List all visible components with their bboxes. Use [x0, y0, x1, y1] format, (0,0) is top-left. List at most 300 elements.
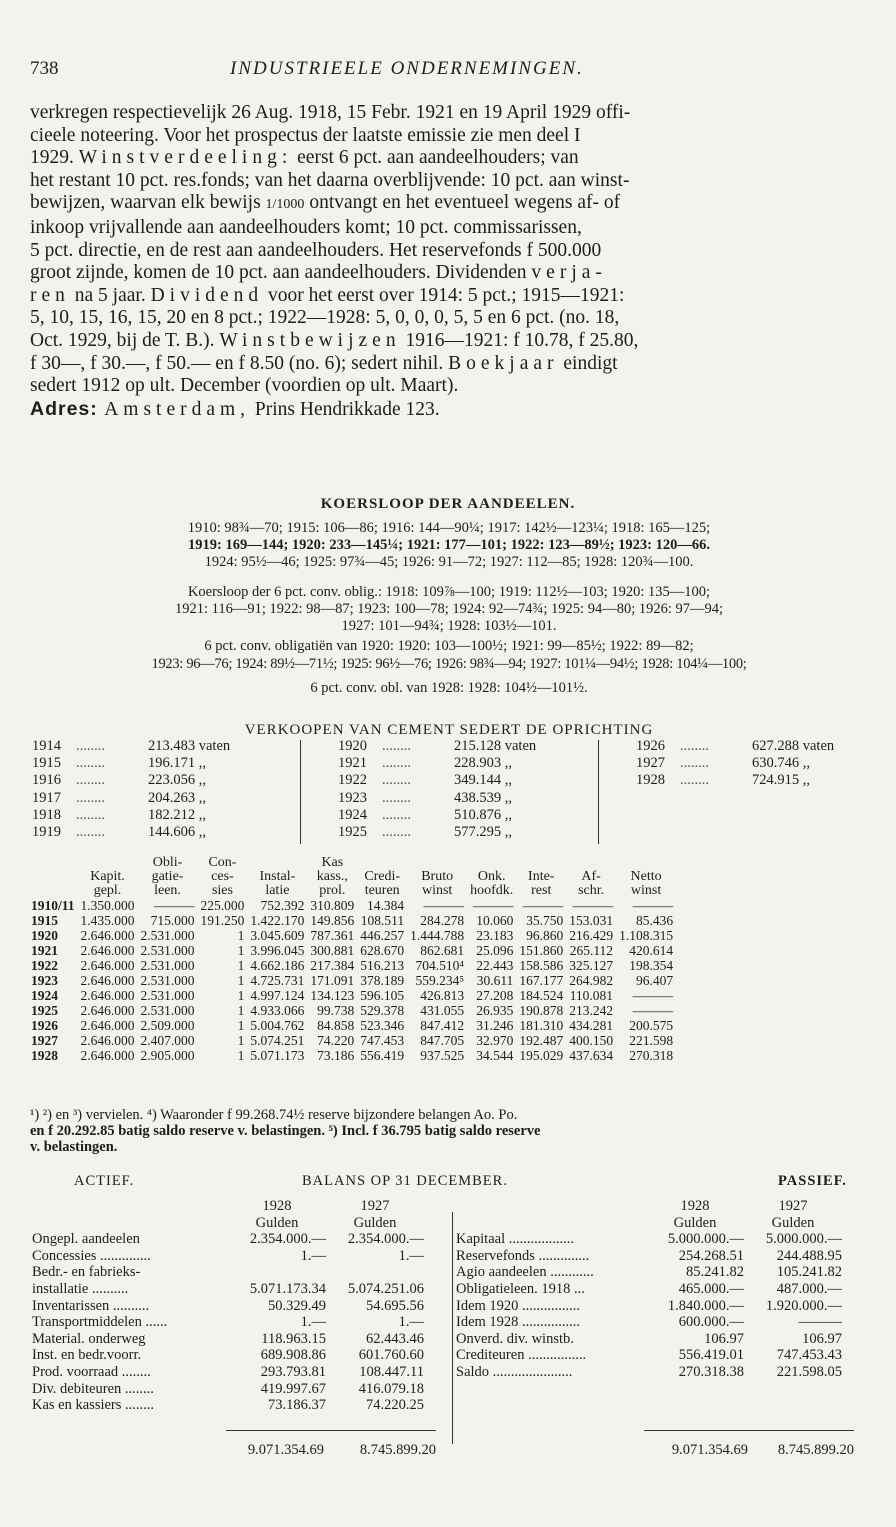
balans-value-1928: 556.419.01	[678, 1347, 744, 1364]
intro-text: ontvangt en het eventueel wegens af- of	[304, 192, 621, 214]
balans-title: BALANS OP 31 DECEMBER.	[302, 1173, 508, 1189]
table-cell: 1.108.315	[619, 928, 674, 943]
sales-dots: ........	[76, 806, 105, 823]
table-cell: 264.982	[569, 973, 614, 988]
balans-row	[32, 1248, 424, 1265]
row-year: 1928	[31, 1048, 58, 1063]
balans-value-1927: 1.920.000.—	[765, 1297, 842, 1314]
table-cell: 847.705	[420, 1033, 465, 1048]
address-street: Prins Hendrikkade 123.	[250, 398, 440, 420]
table-cell: 747.453	[360, 1033, 405, 1048]
sales-year: 1926	[636, 738, 665, 754]
balans-value-1927: 244.488.95	[776, 1247, 842, 1264]
sales-row	[338, 807, 536, 824]
table-row	[28, 1018, 676, 1033]
sales-year: 1928	[636, 772, 665, 789]
table-cell: 2.531.000	[140, 973, 195, 988]
passief-list	[456, 1198, 842, 1381]
table-cell: 265.112	[569, 943, 614, 958]
table-cell: 99.738	[317, 1003, 355, 1018]
table-cell: 529.378	[360, 1003, 405, 1018]
koers-line: 6 pct. conv. obligatiën van 1920: 1920: 103—100½; 1921: 99—85½; 1922: 89—82;	[204, 638, 694, 654]
table-cell: ———	[154, 898, 195, 913]
winstbewijzen-term: Winstbewijzen	[219, 329, 401, 351]
table-cell: 14.384	[367, 898, 405, 913]
total-passief-1927: 8.745.899.20	[777, 1442, 854, 1458]
actief-list	[32, 1198, 424, 1414]
balans-year-row	[32, 1198, 424, 1215]
column-header: Onk. hoofdk.	[470, 869, 514, 898]
koers-line: 1924: 95½—46; 1925: 97¾—45; 1926: 91—72; 1927: 112—85; 1928: 120¾—100.	[204, 554, 694, 570]
balans-value-1927: 747.453.43	[776, 1347, 842, 1364]
sales-year: 1918	[32, 806, 61, 823]
balans-label: Transportmiddelen ......	[32, 1314, 168, 1331]
table-cell: 1.350.000	[80, 898, 135, 913]
table-cell: 270.318	[629, 1048, 674, 1063]
footnote-line: v. belastingen.	[30, 1139, 118, 1155]
table-cell: 704.510⁴	[415, 958, 465, 973]
intro-text: eindigt	[558, 352, 618, 374]
balans-unit-row	[456, 1215, 842, 1232]
balans-value-1928: 5.071.173.34	[249, 1280, 326, 1297]
verkoopen-title: VERKOOPEN VAN CEMENT SEDERT DE OPRICHTING	[244, 722, 654, 738]
table-cell: 96.860	[526, 928, 564, 943]
sales-dots: ........	[680, 738, 709, 754]
table-cell: 2.646.000	[80, 1033, 135, 1048]
sales-dots: ........	[382, 824, 411, 841]
spacer	[456, 1215, 646, 1232]
balans-value-1928: 1.—	[300, 1247, 326, 1264]
balans-unit-row	[32, 1215, 424, 1232]
unit-label: Gulden	[255, 1214, 299, 1231]
balans-value-1928: 419.997.67	[260, 1380, 326, 1397]
column-header: Credi- teuren	[364, 869, 401, 898]
sales-row	[636, 738, 834, 755]
table-cell: 1.435.000	[80, 913, 135, 928]
table-cell: ———	[632, 898, 674, 913]
sales-year: 1923	[338, 789, 367, 806]
sales-value: 213.483 vaten	[148, 738, 231, 754]
table-cell: 1	[237, 943, 245, 958]
sales-row	[32, 807, 230, 824]
table-cell: 434.281	[569, 1018, 614, 1033]
table-cell: 556.419	[360, 1048, 405, 1063]
row-year: 1924	[31, 988, 58, 1003]
address-city: Amsterdam,	[104, 398, 251, 420]
intro-line	[30, 285, 868, 308]
unit-label: Gulden	[771, 1214, 815, 1231]
footnote-line: ¹) ²) en ³) vervielen. ⁴) Waaronder f 99.268.74½ reserve bijzondere belangen Ao. Po.	[30, 1107, 518, 1123]
sales-row	[338, 772, 536, 789]
balans-value-1928: 85.241.82	[686, 1264, 744, 1281]
table-cell: 200.575	[629, 1018, 674, 1033]
table-cell: 2.531.000	[140, 958, 195, 973]
row-year: 1910/11	[31, 898, 75, 913]
balans-label: Agio aandeelen ............	[456, 1264, 594, 1281]
table-cell: 221.598	[629, 1033, 674, 1048]
table-cell: ———	[632, 1003, 674, 1018]
table-cell: 1	[237, 1033, 245, 1048]
sales-value: 627.288 vaten	[752, 738, 835, 754]
sales-dots: ........	[382, 755, 411, 772]
column-header: Netto winst	[630, 869, 662, 898]
balans-label: Saldo ......................	[456, 1363, 573, 1380]
intro-paragraph	[30, 102, 868, 421]
table-cell: 2.646.000	[80, 958, 135, 973]
table-cell: 153.031	[569, 913, 614, 928]
balans-label: Bedr.- en fabrieks-	[32, 1264, 141, 1281]
balans-label: Material. onderweg	[32, 1330, 146, 1347]
unit-label: Gulden	[353, 1214, 397, 1231]
table-cell: 5.071.173	[250, 1048, 305, 1063]
year-label: 1927	[778, 1198, 808, 1214]
balans-label: Inst. en bedr.voorr.	[32, 1347, 142, 1364]
sales-row	[636, 772, 834, 789]
balans-value-1927: 108.447.11	[359, 1363, 424, 1380]
column-header: Af- schr.	[578, 869, 605, 898]
table-row	[28, 913, 676, 928]
year-label: 1927	[360, 1198, 390, 1214]
sales-value: 577.295 ,,	[454, 824, 512, 841]
intro-line	[30, 147, 868, 170]
table-cell: 516.213	[360, 958, 405, 973]
table-cell: 4.725.731	[250, 973, 305, 988]
intro-line	[30, 262, 868, 285]
balans-value-1928: 1.—	[300, 1314, 326, 1331]
table-cell: 3.996.045	[250, 943, 305, 958]
table-cell: 2.531.000	[140, 988, 195, 1003]
koers-line: 1927: 101—94¾; 1928: 103½—101.	[341, 618, 557, 634]
column-header: Kapit. gepl.	[90, 869, 125, 898]
intro-line: 5 pct. directie, en de rest aan aandeelhouders. Het reservefonds f 500.000	[30, 239, 602, 261]
sales-year: 1921	[338, 755, 367, 772]
balans-value-1928: 254.268.51	[678, 1247, 744, 1264]
balans-label: Div. debiteuren ........	[32, 1380, 154, 1397]
table-cell: 191.250	[200, 913, 245, 928]
sales-row	[636, 755, 834, 772]
table-cell: 149.856	[310, 913, 355, 928]
table-cell: 523.346	[360, 1018, 405, 1033]
table-cell: 31.246	[476, 1018, 514, 1033]
balans-value-1928: 50.329.49	[268, 1297, 326, 1314]
table-cell: 2.646.000	[80, 1018, 135, 1033]
table-cell: 400.150	[569, 1033, 614, 1048]
column-header: Inte- rest	[528, 869, 555, 898]
balans-row	[32, 1231, 424, 1248]
sales-year: 1915	[32, 755, 61, 772]
table-row	[28, 973, 676, 988]
sales-year: 1920	[338, 738, 367, 754]
table-cell: 217.384	[310, 958, 355, 973]
table-cell: 158.586	[519, 958, 564, 973]
balans-row	[32, 1347, 424, 1364]
balans-value-1928	[228, 1264, 326, 1281]
balans-value-1927: 105.241.82	[776, 1264, 842, 1281]
actief-title: ACTIEF.	[74, 1173, 135, 1189]
balans-value-1928: 270.318.38	[678, 1363, 744, 1380]
table-cell: 284.278	[420, 913, 465, 928]
table-row	[28, 943, 676, 958]
table-cell: 4.997.124	[250, 988, 305, 1003]
balans-label: Inventarissen ..........	[32, 1297, 150, 1314]
table-cell: 446.257	[360, 928, 405, 943]
sales-value: 144.606 ,,	[148, 824, 206, 841]
table-cell: 5.004.762	[250, 1018, 305, 1033]
balans-label: installatie ..........	[32, 1280, 129, 1297]
table-cell: 1	[237, 988, 245, 1003]
balans-row	[456, 1231, 842, 1248]
footnote-line: en f 20.292.85 batig saldo reserve v. belastingen. ⁵) Incl. f 36.795 batig saldo reserve	[30, 1123, 541, 1139]
table-row	[28, 898, 676, 913]
balans-value-1928: 689.908.86	[260, 1347, 326, 1364]
table-cell: 787.361	[310, 928, 355, 943]
divider	[452, 1212, 453, 1444]
balans-value-1927: 74.220.25	[366, 1397, 424, 1414]
table-cell: 1	[237, 1018, 245, 1033]
intro-line	[30, 192, 868, 217]
table-row	[28, 928, 676, 943]
balans-label: Concessies ..............	[32, 1247, 151, 1264]
table-cell: 847.412	[420, 1018, 465, 1033]
financial-table	[28, 856, 676, 1063]
sales-value: 349.144 ,,	[454, 772, 512, 789]
balans-value-1927: 106.97	[802, 1330, 842, 1347]
column-header	[28, 856, 78, 898]
table-cell: 2.531.000	[140, 928, 195, 943]
intro-line: sedert 1912 op ult. December (voordien op ult. Maart).	[30, 375, 459, 397]
verkoopen-col	[32, 738, 230, 841]
table-cell: 34.544	[476, 1048, 514, 1063]
year-label: 1928	[262, 1198, 292, 1214]
table-cell: 1	[237, 1048, 245, 1063]
table-row	[28, 1003, 676, 1018]
column-header: Con- ces- sies	[208, 855, 237, 898]
balans-row	[32, 1381, 424, 1398]
fraction: 1/1000	[265, 197, 305, 213]
balans-year-row	[456, 1198, 842, 1215]
koersloop-title: KOERSLOOP DER AANDEELEN.	[320, 496, 576, 512]
balans-value-1928: 5.000.000.—	[667, 1231, 744, 1248]
balans-label: Prod. voorraad ........	[32, 1363, 151, 1380]
balans-label: Onverd. div. winstb.	[456, 1330, 574, 1347]
table-cell: 2.531.000	[140, 1003, 195, 1018]
balans-value-1927: 2.354.000.—	[347, 1231, 424, 1248]
balans-label: Idem 1920 ................	[456, 1297, 581, 1314]
koers-line: 1919: 169—144; 1920: 233—145¼; 1921: 177—101; 1922: 123—89½; 1923: 120—66.	[188, 537, 710, 553]
table-cell: 862.681	[420, 943, 465, 958]
spacer	[32, 1215, 228, 1232]
balans-row	[456, 1314, 842, 1331]
table-cell: 30.611	[476, 973, 514, 988]
sales-row	[338, 790, 536, 807]
intro-line: 5, 10, 15, 16, 15, 20 en 8 pct.; 1922—1928: 5, 0, 0, 0, 5, 5 en 6 pct. (no. 18,	[30, 307, 620, 329]
column-header: Bruto winst	[421, 869, 454, 898]
balans-value-1928: 73.186.37	[268, 1397, 326, 1414]
table-cell: 3.045.609	[250, 928, 305, 943]
balans-value-1927: 5.000.000.—	[765, 1231, 842, 1248]
address-label: Adres:	[30, 397, 105, 420]
sales-dots: ........	[76, 772, 105, 789]
intro-line: het restant 10 pct. res.fonds; van het daarna overblijvende: 10 pct. aan winst-	[30, 169, 630, 191]
table-cell: 4.933.066	[250, 1003, 305, 1018]
balans-row	[32, 1314, 424, 1331]
row-year: 1915	[31, 913, 58, 928]
row-year: 1922	[31, 958, 58, 973]
table-cell: 195.029	[519, 1048, 564, 1063]
sales-row	[32, 824, 230, 841]
table-cell: 181.310	[519, 1018, 564, 1033]
balans-value-1927: 1.—	[398, 1314, 424, 1331]
table-cell: 1	[237, 1003, 245, 1018]
total-rule	[644, 1430, 854, 1431]
year-label: 1928	[680, 1198, 710, 1214]
page-number: 738	[30, 58, 59, 79]
spacer	[456, 1198, 646, 1215]
table-cell: 96.407	[635, 973, 674, 988]
table-cell: 2.509.000	[140, 1018, 195, 1033]
intro-line: cieele noteering. Voor het prospectus der laatste emissie zie men deel I	[30, 124, 581, 146]
balans-row	[32, 1264, 424, 1281]
table-cell: 2.646.000	[80, 973, 135, 988]
sales-value: 228.903 ,,	[454, 755, 512, 772]
table-cell: 26.935	[476, 1003, 514, 1018]
table-cell: 167.177	[519, 973, 564, 988]
table-cell: 5.074.251	[250, 1033, 305, 1048]
column-header: Kas kass., prol.	[316, 855, 348, 898]
intro-line: verkregen respectievelijk 26 Aug. 1918, 15 Febr. 1921 en 19 April 1929 offi-	[30, 102, 631, 123]
balans-value-1927: 601.760.60	[358, 1347, 424, 1364]
table-cell: 715.000	[150, 913, 195, 928]
spacer	[32, 1198, 228, 1215]
table-cell: 32.970	[476, 1033, 514, 1048]
row-year: 1927	[31, 1033, 58, 1048]
balans-row	[32, 1364, 424, 1381]
balans-label: Crediteuren ................	[456, 1347, 587, 1364]
intro-text: eerst 6 pct. aan aandeelhouders; van	[292, 147, 579, 169]
table-cell: 10.060	[476, 913, 514, 928]
table-cell: 225.000	[200, 898, 245, 913]
sales-dots: ........	[680, 755, 709, 772]
sales-row	[32, 772, 230, 789]
table-cell: 937.525	[420, 1048, 465, 1063]
table-cell: 190.878	[519, 1003, 564, 1018]
koers-line: Koersloop der 6 pct. conv. oblig.: 1918: 109⅞—100; 1919: 112½—103; 1920: 135—100;	[187, 584, 711, 600]
balans-value-1928: 600.000.—	[678, 1314, 744, 1331]
balans-value-1927	[326, 1264, 424, 1281]
balans-row	[456, 1347, 842, 1364]
sales-year: 1917	[32, 789, 61, 806]
row-year: 1920	[31, 928, 58, 943]
sales-year: 1927	[636, 755, 665, 772]
table-cell: 310.809	[310, 898, 355, 913]
table-cell: 151.860	[519, 943, 564, 958]
table-cell: 22.443	[476, 958, 514, 973]
intro-text: bewijzen, waarvan elk bewijs	[30, 192, 266, 214]
sales-value: 438.539 ,,	[454, 789, 512, 806]
boekjaar-term: Boekjaar	[448, 352, 559, 374]
table-cell: 559.234⁵	[415, 973, 465, 988]
table-cell: 213.242	[569, 1003, 614, 1018]
table-cell: 110.081	[569, 988, 614, 1003]
table-cell: 184.524	[519, 988, 564, 1003]
table-cell: 2.531.000	[140, 943, 195, 958]
balans-row	[32, 1331, 424, 1348]
sales-row	[338, 755, 536, 772]
intro-text: f 30—, f 30.—, f 50.— en f 8.50 (no. 6); sedert nihil.	[30, 352, 449, 374]
table-cell: 1	[237, 958, 245, 973]
table-row	[28, 958, 676, 973]
balans-value-1927: 1.—	[398, 1247, 424, 1264]
intro-line	[30, 353, 868, 376]
intro-text: groot zijnde, komen de 10 pct. aan aandeelhouders. Dividenden	[30, 262, 532, 284]
row-year: 1925	[31, 1003, 58, 1018]
sales-dots: ........	[382, 806, 411, 823]
table-cell: 171.091	[310, 973, 355, 988]
sales-row	[338, 738, 536, 755]
balans-value-1927: 487.000.—	[776, 1280, 842, 1297]
table-cell: 1.422.170	[250, 913, 305, 928]
sales-value: 223.056 ,,	[148, 772, 206, 789]
table-cell: 325.127	[569, 958, 614, 973]
table-cell: 4.662.186	[250, 958, 305, 973]
balans-value-1928: 2.354.000.—	[249, 1231, 326, 1248]
balans-label: Kapitaal ..................	[456, 1231, 574, 1248]
verkoopen-col	[338, 738, 536, 841]
table-cell: ———	[472, 898, 514, 913]
balans-row	[456, 1248, 842, 1265]
balans-row	[456, 1264, 842, 1281]
intro-text: na 5 jaar.	[69, 284, 151, 306]
balans-value-1928: 118.963.15	[261, 1330, 326, 1347]
table-cell: 2.407.000	[140, 1033, 195, 1048]
balans-row	[32, 1281, 424, 1298]
balans-value-1928: 293.793.81	[260, 1363, 326, 1380]
table-cell: 2.646.000	[80, 988, 135, 1003]
total-actief-1927: 8.745.899.20	[359, 1442, 436, 1458]
balans-value-1928: 106.97	[704, 1330, 744, 1347]
sales-row	[32, 738, 230, 755]
balans-value-1927: 5.074.251.06	[347, 1280, 424, 1297]
sales-value: 724.915 ,,	[752, 772, 810, 789]
sales-dots: ........	[382, 738, 411, 754]
intro-text: voor het eerst over 1914: 5 pct.; 1915—1921:	[263, 284, 625, 306]
intro-text: Oct. 1929, bij de T. B.).	[30, 329, 220, 351]
balans-value-1927: ———	[798, 1314, 842, 1331]
balans-value-1928: 465.000.—	[678, 1280, 744, 1297]
passief-title: PASSIEF.	[778, 1173, 847, 1189]
table-cell: 85.436	[635, 913, 674, 928]
sales-value: 204.263 ,,	[148, 789, 206, 806]
koers-line: 1923: 96—76; 1924: 89½—71½; 1925: 96½—76; 1926: 98¾—94; 1927: 101¼—94½; 1928: 104¼—100;	[151, 656, 747, 672]
column-header: Obli- gatie- leen.	[151, 855, 184, 898]
table-row	[28, 1048, 676, 1063]
winstverdeeling-term: Winstverdeeling:	[78, 147, 293, 169]
sales-row	[32, 790, 230, 807]
sales-value: 196.171 ,,	[148, 755, 206, 772]
table-cell: 420.614	[629, 943, 674, 958]
balans-row	[456, 1298, 842, 1315]
table-cell: 23.183	[476, 928, 514, 943]
balans-value-1927: 416.079.18	[358, 1380, 424, 1397]
sales-value: 182.212 ,,	[148, 806, 206, 823]
running-title: INDUSTRIEELE ONDERNEMINGEN.	[230, 58, 584, 79]
column-header: Instal- latie	[259, 869, 296, 898]
divider	[300, 740, 301, 844]
balans-value-1927: 62.443.46	[366, 1330, 424, 1347]
balans-value-1927: 54.695.56	[366, 1297, 424, 1314]
total-passief-1928: 9.071.354.69	[671, 1442, 748, 1458]
footnotes	[30, 1107, 868, 1155]
